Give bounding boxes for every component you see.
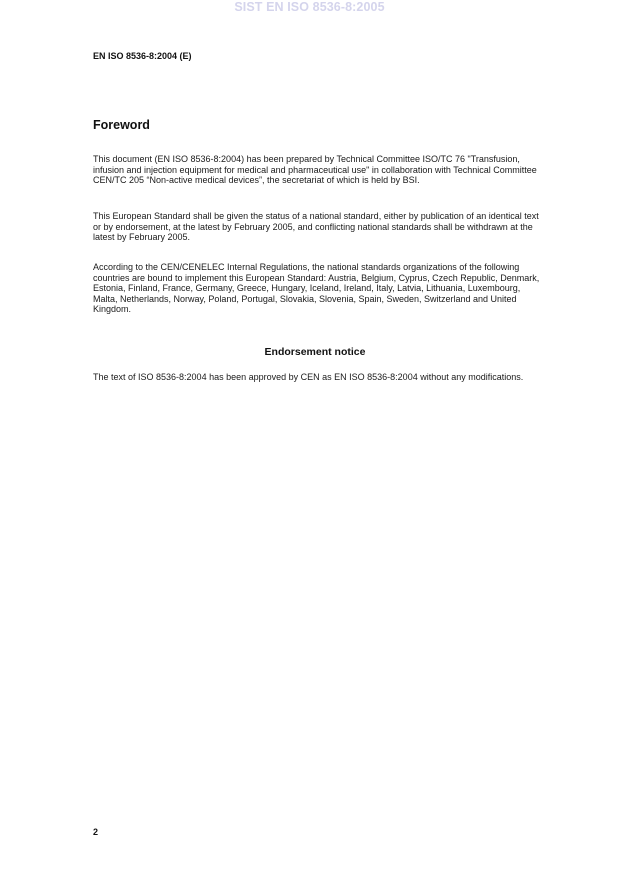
- endorsement-heading: Endorsement notice: [264, 346, 366, 358]
- foreword-heading: Foreword: [93, 118, 150, 132]
- document-id-header: EN ISO 8536-8:2004 (E): [93, 51, 192, 61]
- page-number: 2: [93, 827, 99, 837]
- foreword-paragraph-2: This European Standard shall be given the status of a national standard, either by publication of an identical text or by endorsement, at the latest by February 2005, and conflicting national standards shall be withdrawn at the latest by February 2005.: [93, 211, 539, 243]
- endorsement-paragraph: The text of ISO 8536-8:2004 has been approved by CEN as EN ISO 8536-8:2004 without any modifications.: [93, 372, 524, 382]
- watermark-header: SIST EN ISO 8536-8:2005: [234, 0, 385, 14]
- foreword-paragraph-1: This document (EN ISO 8536-8:2004) has been prepared by Technical Committee ISO/TC 76 "Transfusion, infusion and injection equipment for medical and pharmaceutical use" in collaboration with Technical Committee CEN/TC 205 “Non-active medical devices”, the secretariat of which is held by BSI.: [93, 154, 537, 186]
- foreword-paragraph-3: According to the CEN/CENELEC Internal Regulations, the national standards organizations of the following countries are bound to implement this European Standard: Austria, Belgium, Cyprus, Czech Republic, Denmark, Estonia, Finland, France, Germany, Greece, Hungary, Iceland, Ireland, Italy, Latvia, Lithuania, Luxembourg, Malta, Netherlands, Norway, Poland, Portugal, Slovakia, Slovenia, Spain, Sweden, Switzerland and United Kingdom.: [93, 262, 540, 315]
